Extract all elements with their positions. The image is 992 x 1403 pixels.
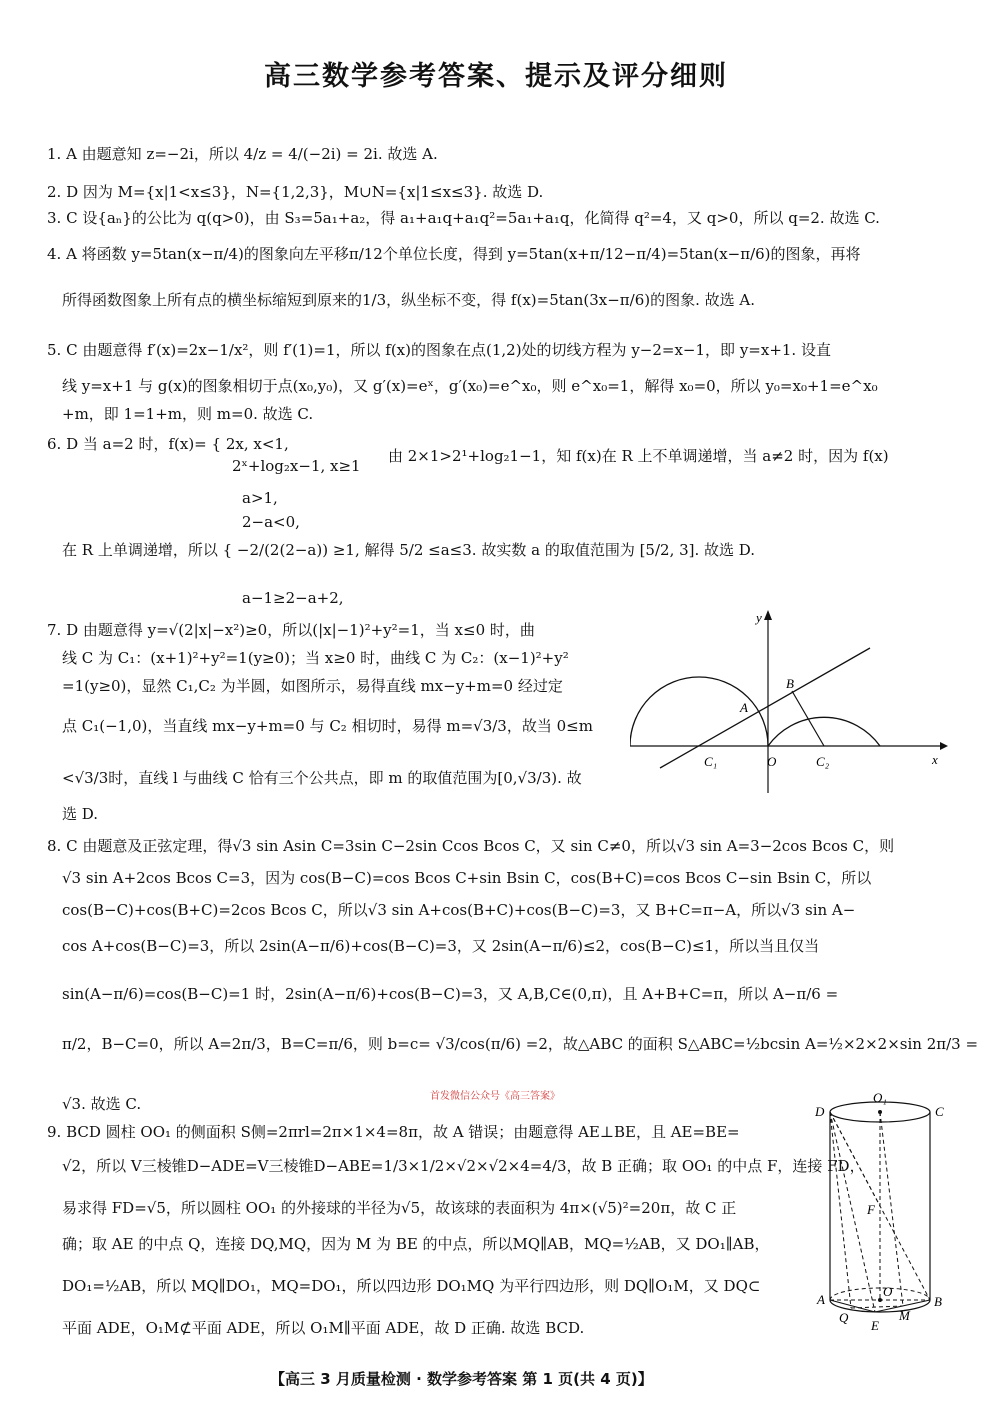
answer-line-q6b1: a>1, xyxy=(242,489,278,507)
answer-line-q9f: 平面 ADE，O₁M⊄平面 ADE，所以 O₁M∥平面 ADE，故 D 正确. 故选 BCD. xyxy=(62,1319,585,1337)
answer-line-q9b: √2，所以 V三棱锥D−ADE=V三棱锥D−ABE=1/3×1/2×√2×√2×4=4/3，故 B 正确；取 OO₁ 的中点 F，连接 FD， xyxy=(62,1157,865,1175)
answer-line-q7f: 选 D. xyxy=(62,805,99,823)
answer-line-q4a: 4. A 将函数 y=5tan(x−π/4)的图象向左平移π/12个单位长度，得到 y=5tan(x+π/12−π/4)=5tan(x−π/6)的图象，再将 xyxy=(47,245,861,263)
answer-line-q6a2: 2ˣ+log₂x−1, x≥1 xyxy=(232,457,361,475)
label-E: E xyxy=(871,1318,879,1333)
figure-semicircles xyxy=(630,608,950,798)
answer-line-q6b4: a−1≥2−a+2, xyxy=(242,589,344,607)
answer-line-q5c: +m，即 1=1+m，则 m=0. 故选 C. xyxy=(62,405,314,423)
footer: 【高三 3 月质量检测 · 数学参考答案 第 1 页(共 4 页)】 xyxy=(270,1370,653,1388)
answer-line-q8b: √3 sin A+2cos Bcos C=3，因为 cos(B−C)=cos Bcos C+sin Bsin C，cos(B+C)=cos Bcos C−sin Bsin C，所以 xyxy=(62,869,872,887)
answer-line-q2: 2. D 因为 M={x|1<x≤3}，N={1,2,3}，M∪N={x|1≤x≤3}. 故选 D. xyxy=(47,183,544,201)
answer-line-q7a: 7. D 由题意得 y=√(2|x|−x²)≥0，所以(|x|−1)²+y²=1，当 x≤0 时，曲 xyxy=(47,621,535,639)
answer-line-q9d: 确；取 AE 的中点 Q，连接 DQ,MQ，因为 M 为 BE 的中点，所以MQ∥AB，MQ=½AB，又 DO₁∥AB， xyxy=(62,1235,770,1253)
point-o1 xyxy=(878,1110,882,1114)
answer-line-q3: 3. C 设{aₙ}的公比为 q(q>0)，由 S₃=5a₁+a₂，得 a₁+a₁q+a₁q²=5a₁+a₁q，化简得 q²=4，又 q>0，所以 q=2. 故选 C. xyxy=(47,209,880,227)
label-y: y xyxy=(756,610,762,625)
label-F: F xyxy=(867,1202,875,1217)
answer-line-q6a3: 由 2×1>2¹+log₂1−1，知 f(x)在 R 上不单调递增，当 a≠2 时，因为 f(x) xyxy=(388,447,889,465)
answer-line-q6b3: 在 R 上单调递增，所以 { −2/(2(2−a)) ≥1, 解得 5/2 ≤a≤3. 故实数 a 的取值范围为 [5/2, 3]. 故选 D. xyxy=(62,541,756,559)
answer-line-q8g: √3. 故选 C. xyxy=(62,1095,142,1113)
answer-line-q4b: 所得函数图象上所有点的横坐标缩短到原来的1/3，纵坐标不变，得 f(x)=5tan(3x−π/6)的图象. 故选 A. xyxy=(62,291,756,309)
tangent-line xyxy=(660,648,870,768)
answer-line-q8f: π/2，B−C=0，所以 A=2π/3，B=C=π/6，则 b=c= √3/cos(π/6) =2，故△ABC 的面积 S△ABC=½bcsin A=½×2×2×sin 2π/3 = xyxy=(62,1035,979,1053)
label-C: C xyxy=(935,1104,944,1119)
semicircle-c2 xyxy=(768,717,880,746)
answer-line-q5a: 5. C 由题意得 f′(x)=2x−1/x²，则 f′(1)=1，所以 f(x)的图象在点(1,2)处的切线方程为 y−2=x−1，即 y=x+1. 设直 xyxy=(47,341,831,359)
label-A: A xyxy=(817,1292,825,1307)
answer-line-q9a: 9. BCD 圆柱 OO₁ 的侧面积 S侧=2πrl=2π×1×4=8π，故 A 错误；由题意得 AE⊥BE，且 AE=BE= xyxy=(47,1123,740,1141)
answer-line-q7c: =1(y≥0)，显然 C₁,C₂ 为半圆，如图所示，易得直线 mx−y+m=0 经过定 xyxy=(62,677,563,695)
label-C1: C₁ xyxy=(704,754,718,769)
label-C2: C₂ xyxy=(816,754,830,769)
answer-line-q7b: 线 C 为 C₁：(x+1)²+y²=1(y≥0)；当 x≥0 时，曲线 C 为 C₂：(x−1)²+y² xyxy=(62,649,569,667)
segment-o1m xyxy=(880,1112,903,1306)
answer-line-q8a: 8. C 由题意及正弦定理，得√3 sin Asin C=3sin C−2sin Ccos Bcos C，又 sin C≠0，所以√3 sin A=3−2cos Bcos C，则 xyxy=(47,837,895,855)
answer-line-q7e: <√3/3时，直线 l 与曲线 C 恰有三个公共点，即 m 的取值范围为[0,√3/3). 故 xyxy=(62,769,582,787)
answer-line-q5b: 线 y=x+1 与 g(x)的图象相切于点(x₀,y₀)，又 g′(x)=eˣ，g′(x₀)=e^x₀，则 e^x₀=1，解得 x₀=0，所以 y₀=x₀+1=e^x₀ xyxy=(62,377,878,395)
answer-line-q1: 1. A 由题意知 z=−2i，所以 4/z = 4/(−2i) = 2i. 故选 A. xyxy=(47,145,438,163)
page-title: 高三数学参考答案、提示及评分细则 xyxy=(264,61,728,92)
segment-dq xyxy=(830,1112,851,1308)
label-O: O xyxy=(767,754,777,769)
answer-line-q8d: cos A+cos(B−C)=3，所以 2sin(A−π/6)+cos(B−C)=3，又 2sin(A−π/6)≤2，cos(B−C)≤1，所以当且仅当 xyxy=(62,937,820,955)
answer-line-q6a1: 6. D 当 a=2 时，f(x)= { 2x, x<1, xyxy=(47,435,289,453)
label-x: x xyxy=(932,752,938,767)
answer-line-q6b2: 2−a<0, xyxy=(242,513,300,531)
label-A: A xyxy=(740,700,748,715)
answer-line-q8c: cos(B−C)+cos(B+C)=2cos Bcos C，所以√3 sin A+cos(B+C)+cos(B−C)=3，又 B+C=π−A，所以√3 sin A− xyxy=(62,901,856,919)
segment-df xyxy=(830,1112,880,1206)
x-axis-arrow xyxy=(940,742,948,750)
watermark: 首发微信公众号《高三答案》 xyxy=(430,1091,560,1102)
label-B: B xyxy=(786,676,794,691)
label-O: O xyxy=(883,1284,893,1299)
label-M: M xyxy=(899,1308,910,1323)
y-axis-arrow xyxy=(764,610,772,620)
answer-line-q9e: DO₁=½AB，所以 MQ∥DO₁，MQ=DO₁，所以四边形 DO₁MQ 为平行四边形，则 DQ∥O₁M，又 DQ⊂ xyxy=(62,1277,761,1295)
label-Q: Q xyxy=(839,1310,849,1325)
figure-cylinder xyxy=(815,1090,965,1340)
answer-line-q7d: 点 C₁(−1,0)，当直线 mx−y+m=0 与 C₂ 相切时，易得 m=√3/3，故当 0≤m xyxy=(62,717,593,735)
answer-line-q8e: sin(A−π/6)=cos(B−C)=1 时，2sin(A−π/6)+cos(B−C)=3，又 A,B,C∈(0,π)，且 A+B+C=π，所以 A−π/6 = xyxy=(62,985,839,1003)
label-D: D xyxy=(815,1104,825,1119)
answer-line-q9c: 易求得 FD=√5，所以圆柱 OO₁ 的外接球的半径为√5，故该球的表面积为 4π×(√5)²=20π，故 C 正 xyxy=(62,1199,737,1217)
label-B: B xyxy=(934,1294,942,1309)
label-O1: O₁ xyxy=(873,1090,887,1105)
radius-line xyxy=(792,691,824,746)
point-o xyxy=(878,1298,882,1302)
